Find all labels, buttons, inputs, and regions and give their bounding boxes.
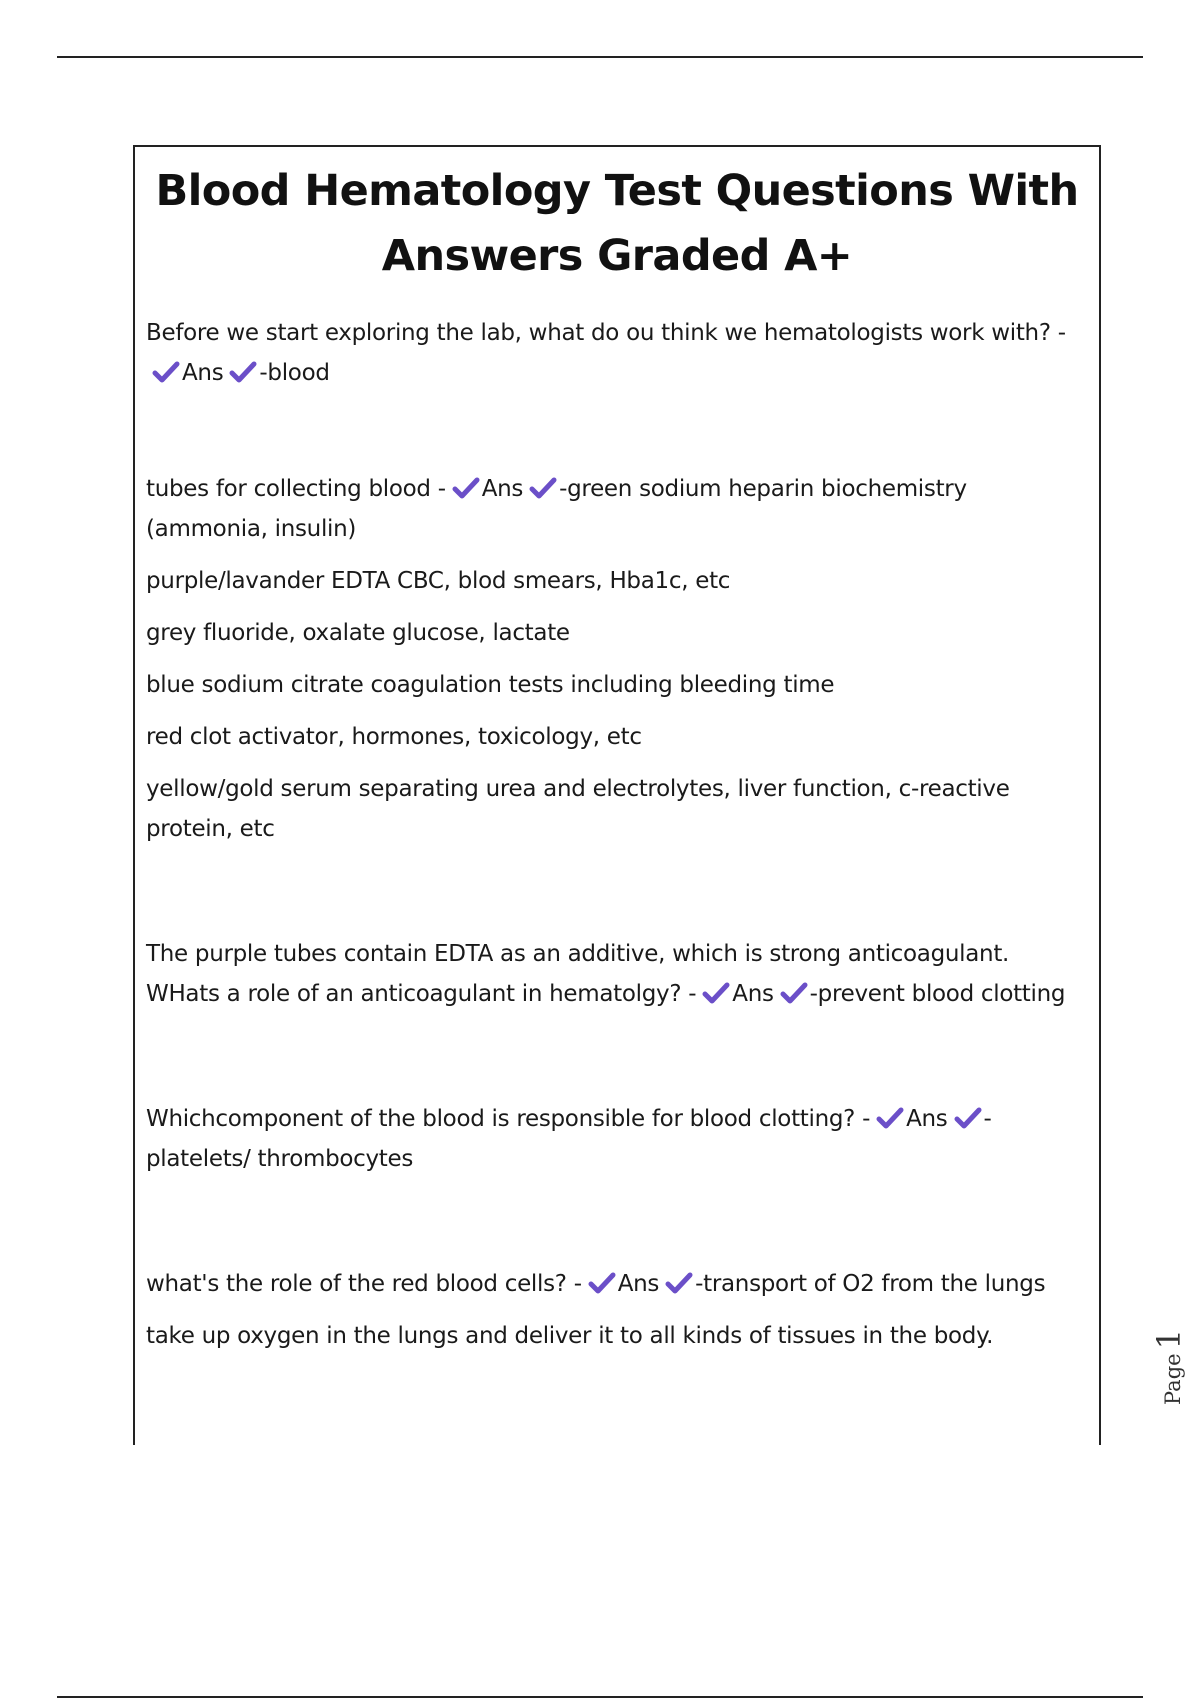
answer-text: -green sodium heparin biochemistry (ammonia, insulin) xyxy=(146,476,967,542)
document-frame xyxy=(133,145,1101,1445)
answer-marker: Ans xyxy=(182,360,224,386)
answer-text: -platelets/ thrombocytes xyxy=(146,1106,992,1172)
question-text: Before we start exploring the lab, what do ou think we hematologists work with? - xyxy=(146,320,1066,346)
question-text: Whichcomponent of the blood is responsible for blood clotting? - xyxy=(146,1106,871,1132)
tube-line: purple/lavander EDTA CBC, blod smears, Hba1c, etc xyxy=(146,568,731,594)
tube-line: yellow/gold serum separating urea and electrolytes, liver function, c-reactive protein, etc xyxy=(146,776,1010,842)
qa-item xyxy=(146,469,1087,549)
question-text: The purple tubes contain EDTA as an additive, which is strong anticoagulant. WHats a role of an anticoagulant in hematolgy? - xyxy=(146,941,1010,1007)
qa-item xyxy=(146,1099,1087,1179)
tube-line: red clot activator, hormones, toxicology, etc xyxy=(146,724,642,750)
answer-marker: Ans xyxy=(906,1106,948,1132)
qa-item xyxy=(146,313,1087,393)
tube-line: blue sodium citrate coagulation tests including bleeding time xyxy=(146,672,835,698)
qa-item xyxy=(146,1264,1087,1304)
footer-rule xyxy=(57,1696,1143,1698)
checkmark-icon xyxy=(229,361,257,383)
checkmark-icon xyxy=(876,1107,904,1129)
answer-text: -blood xyxy=(259,360,330,386)
answer-text: -prevent blood clotting xyxy=(809,981,1066,1007)
page-label: Page xyxy=(1161,1353,1185,1405)
header-rule xyxy=(57,56,1143,58)
answer-text: -transport of O2 from the lungs xyxy=(695,1271,1046,1297)
qa-item xyxy=(146,934,1087,1014)
page-number-value: 1 xyxy=(1150,1329,1188,1350)
answer-marker: Ans xyxy=(481,476,524,502)
checkmark-icon xyxy=(780,982,808,1004)
checkmark-icon xyxy=(152,361,180,383)
question-text: what's the role of the red blood cells? - xyxy=(146,1271,582,1297)
tube-line: grey fluoride, oxalate glucose, lactate xyxy=(146,620,570,646)
checkmark-icon xyxy=(702,982,730,1004)
checkmark-icon xyxy=(665,1272,693,1294)
checkmark-icon xyxy=(588,1272,616,1294)
document-title: Blood Hematology Test Questions With Answers Graded A+ xyxy=(155,166,1079,281)
answer-marker: Ans xyxy=(617,1271,660,1297)
checkmark-icon xyxy=(954,1107,982,1129)
answer-marker: Ans xyxy=(732,981,774,1007)
page-number xyxy=(1150,1329,1188,1405)
checkmark-icon xyxy=(452,477,480,499)
rbc-followup-line: take up oxygen in the lungs and deliver it to all kinds of tissues in the body. xyxy=(146,1323,994,1349)
question-text: tubes for collecting blood - xyxy=(146,476,446,502)
document-body xyxy=(135,313,1099,1356)
checkmark-icon xyxy=(529,477,557,499)
